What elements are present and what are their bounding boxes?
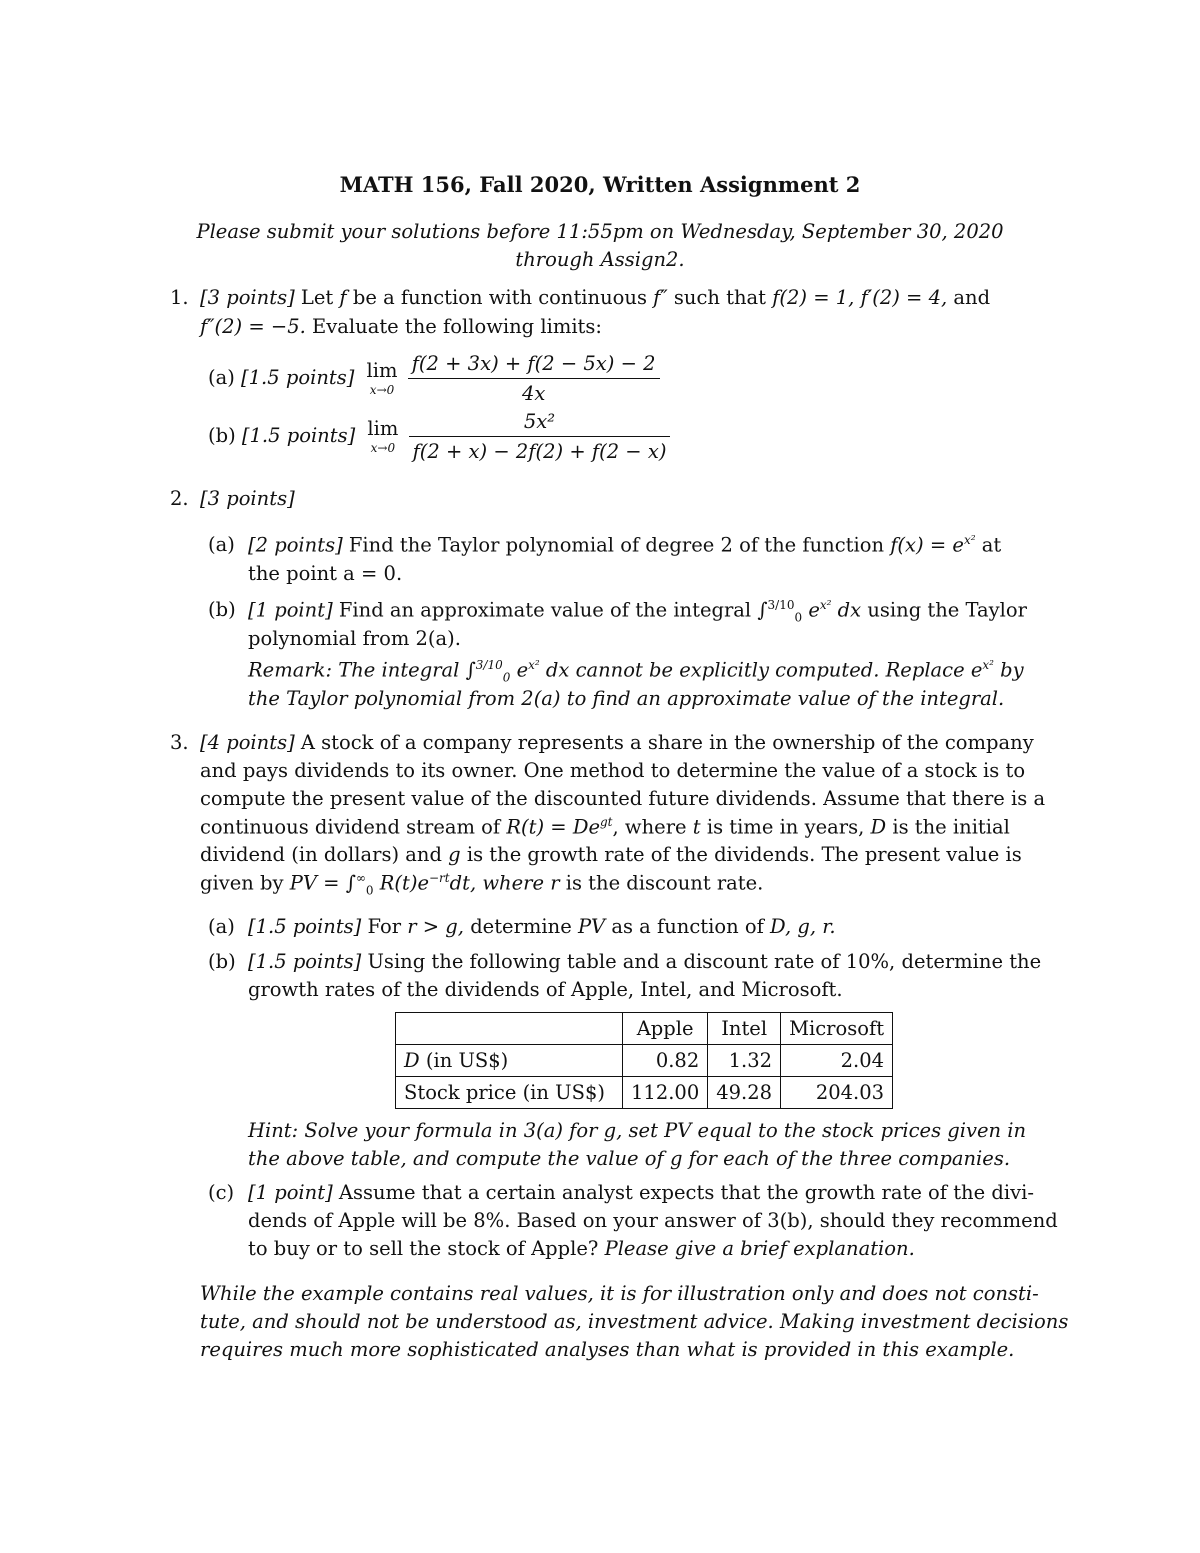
math-vars: D, g, r.	[770, 915, 836, 938]
points-label: [1.5 points]	[241, 424, 356, 447]
submission-instructions-line2: through Assign2.	[515, 248, 685, 271]
math-pv: PV	[577, 915, 606, 938]
table-row-label	[396, 1045, 623, 1077]
integral-upper-limit: 3/10	[767, 598, 795, 612]
disclaimer-line3: requires much more sophisticated analyses than what is provided in this example.	[200, 1338, 1015, 1361]
points-label: [3 points]	[200, 487, 295, 510]
math-exponent: −rt	[429, 871, 450, 885]
text: Find the Taylor polynomial of degree 2 of the function	[348, 533, 885, 557]
integral-lower-limit: 0	[794, 610, 803, 625]
text: be a function with continuous	[352, 286, 647, 309]
question-2b-line2: polynomial from 2(a).	[248, 627, 461, 650]
table-cell: 204.03	[781, 1077, 893, 1109]
integral-lower-limit: 0	[502, 670, 511, 685]
denominator: 4x	[408, 378, 660, 405]
integrand: e	[808, 598, 820, 622]
table-header-cell: Apple	[623, 1013, 708, 1045]
text: by	[1000, 658, 1024, 682]
part-label: (a)	[208, 366, 235, 389]
part-label: (b)	[208, 424, 236, 447]
math-cond3: f″(2) = −5.	[200, 315, 306, 338]
math-exponent: gt	[600, 815, 613, 829]
table-cell: 0.82	[623, 1045, 708, 1077]
integral-sign: ∫	[465, 658, 476, 682]
points-label: [1.5 points]	[248, 950, 362, 973]
math-pv: PV =	[289, 871, 340, 895]
question-1a	[208, 352, 664, 405]
lim-subscript: x→0	[369, 382, 395, 397]
hint-line2: the above table, and compute the value of g for each of the three companies.	[248, 1147, 1011, 1170]
points-label: [1.5 points]	[241, 366, 355, 389]
lim-text: lim	[366, 359, 398, 383]
math-var: D	[870, 815, 887, 839]
math-var: r	[550, 871, 560, 895]
text: Please give a brief explanation.	[604, 1237, 915, 1260]
question-2a-line1	[248, 533, 1058, 557]
math-exponent: x²	[528, 658, 540, 672]
text: dt, where	[449, 871, 544, 895]
submission-instructions: Please submit your solutions before 11:55pm on Wednesday, September 30, 2020	[196, 220, 1004, 243]
text: dx cannot be explicitly computed. Replace e	[545, 658, 983, 682]
points-label: [3 points]	[200, 286, 295, 309]
text: is the discount rate.	[565, 871, 764, 895]
question-1b	[208, 410, 674, 463]
text: at	[981, 533, 1002, 557]
text: Assume that a certain analyst expects that the growth rate of the divi-	[338, 1181, 1034, 1204]
disclaimer-line1: While the example contains real values, it is for illustration only and does not consti-	[200, 1282, 1039, 1305]
remark-line2: the Taylor polynomial from 2(a) to find an approximate value of the integral.	[248, 687, 1005, 710]
disclaimer-line2: tute, and should not be understood as, investment advice. Making investment decisions	[200, 1310, 1069, 1333]
question-3-line4	[200, 815, 1060, 839]
integral-lower-limit: 0	[365, 883, 374, 898]
table-header-cell: Microsoft	[781, 1013, 893, 1045]
text: dividend (in dollars) and	[200, 843, 442, 866]
text: Evaluate the following limits:	[312, 315, 602, 338]
table-row	[396, 1077, 893, 1109]
text: and	[953, 286, 991, 309]
math-condition: r > g,	[407, 915, 464, 938]
text: is time in years,	[706, 815, 865, 839]
table-header-cell	[396, 1013, 623, 1045]
text: such that	[673, 286, 766, 309]
limit-operator	[367, 419, 398, 454]
text: given by	[200, 871, 284, 895]
math-func: f(x) = e	[890, 533, 964, 557]
question-3-line5	[200, 843, 1060, 866]
points-label: [1 point]	[248, 1181, 333, 1204]
question-number: 1.	[170, 286, 189, 309]
question-3c-line2: dends of Apple will be 8%. Based on your answer of 3(b), should they recommend	[248, 1209, 1058, 1232]
math-cond1: f(2) = 1,	[772, 286, 855, 309]
fraction	[409, 410, 671, 463]
part-label: (a)	[208, 533, 235, 556]
text: is the initial	[892, 815, 1010, 839]
table-cell: 49.28	[708, 1077, 781, 1109]
text: , where	[612, 815, 687, 839]
text: A stock of a company represents a share in the ownership of the company	[300, 731, 1034, 754]
integral-sign: ∫	[345, 871, 356, 895]
text: determine	[470, 915, 572, 938]
numerator: 5x²	[523, 410, 556, 433]
math-var: D	[404, 1049, 420, 1072]
table-row	[396, 1045, 893, 1077]
text: continuous dividend stream of	[200, 815, 501, 839]
question-1-line1	[200, 286, 1060, 309]
question-3-line6	[200, 871, 1060, 897]
question-3-line1	[200, 731, 1060, 754]
question-3a	[248, 915, 836, 938]
question-3c-line3	[248, 1237, 915, 1260]
math-f: f	[339, 286, 347, 309]
fraction	[408, 352, 660, 405]
integrand: e	[516, 658, 529, 682]
text: is the growth rate of the dividends. The present value is	[466, 843, 1022, 866]
points-label: [4 points]	[200, 731, 295, 754]
text: Find an approximate value of the integral	[338, 598, 752, 622]
text: (in US$)	[425, 1049, 509, 1072]
points-label: [2 points]	[248, 533, 343, 557]
question-2a-line2: the point a = 0.	[248, 562, 403, 585]
question-3c-line1	[248, 1181, 1034, 1204]
question-1-line2	[200, 315, 1060, 338]
question-3-line2: and pays dividends to its owner. One method to determine the value of a stock is to	[200, 759, 1026, 782]
text: For	[367, 915, 402, 938]
math-exponent: x²	[963, 533, 976, 547]
table-header-cell: Intel	[708, 1013, 781, 1045]
lim-text: lim	[367, 417, 399, 441]
text: to buy or to sell the stock of Apple?	[248, 1237, 599, 1260]
integrand: R(t)e	[379, 871, 429, 895]
question-number: 2.	[170, 487, 189, 510]
page-title: MATH 156, Fall 2020, Written Assignment 2	[339, 172, 861, 197]
table-cell: 2.04	[781, 1045, 893, 1077]
table-cell: 112.00	[623, 1077, 708, 1109]
text: Using the following table and a discount rate of 10%, determine the	[367, 950, 1042, 973]
remark-line1	[248, 658, 1024, 684]
question-3b-line1	[248, 950, 1041, 973]
math-cond2: f′(2) = 4,	[860, 286, 948, 309]
integral-upper-limit: ∞	[355, 871, 366, 885]
points-label: [1 point]	[248, 598, 333, 622]
math-fpp: f″	[653, 286, 668, 309]
text: Let	[300, 286, 334, 309]
integral-sign: ∫	[757, 598, 768, 622]
integral-upper-limit: 3/10	[475, 658, 503, 672]
denominator: f(2 + x) − 2f(2) + f(2 − x)	[409, 436, 671, 463]
table-row-label: Stock price (in US$)	[396, 1077, 623, 1109]
part-label: (c)	[208, 1181, 235, 1204]
part-label: (b)	[208, 950, 236, 973]
text: using the Taylor	[867, 598, 1027, 622]
question-2b-line1	[248, 598, 1027, 624]
points-label: [1.5 points]	[248, 915, 362, 938]
table-cell: 1.32	[708, 1045, 781, 1077]
text: Remark: The integral	[248, 658, 460, 682]
dividend-table	[395, 1012, 893, 1109]
differential: dx	[837, 598, 862, 622]
hint-line1: Hint: Solve your formula in 3(a) for g, set PV equal to the stock prices given in	[248, 1119, 1027, 1142]
question-number: 3.	[170, 731, 189, 754]
math-var: g	[448, 843, 461, 866]
math-dividend-stream: R(t) = De	[506, 815, 600, 839]
question-3b-line2: growth rates of the dividends of Apple, Intel, and Microsoft.	[248, 978, 843, 1001]
text: as a function of	[611, 915, 764, 938]
math-exponent: x²	[982, 658, 994, 672]
question-3-line3: compute the present value of the discounted future dividends. Assume that there is a	[200, 787, 1046, 810]
table-header-row	[396, 1013, 893, 1045]
part-label: (b)	[208, 598, 236, 621]
numerator: f(2 + 3x) + f(2 − 5x) − 2	[411, 352, 656, 375]
math-var: t	[692, 815, 701, 839]
lim-subscript: x→0	[370, 440, 396, 455]
limit-operator	[367, 361, 398, 396]
math-exponent: x²	[819, 598, 832, 612]
part-label: (a)	[208, 915, 235, 938]
